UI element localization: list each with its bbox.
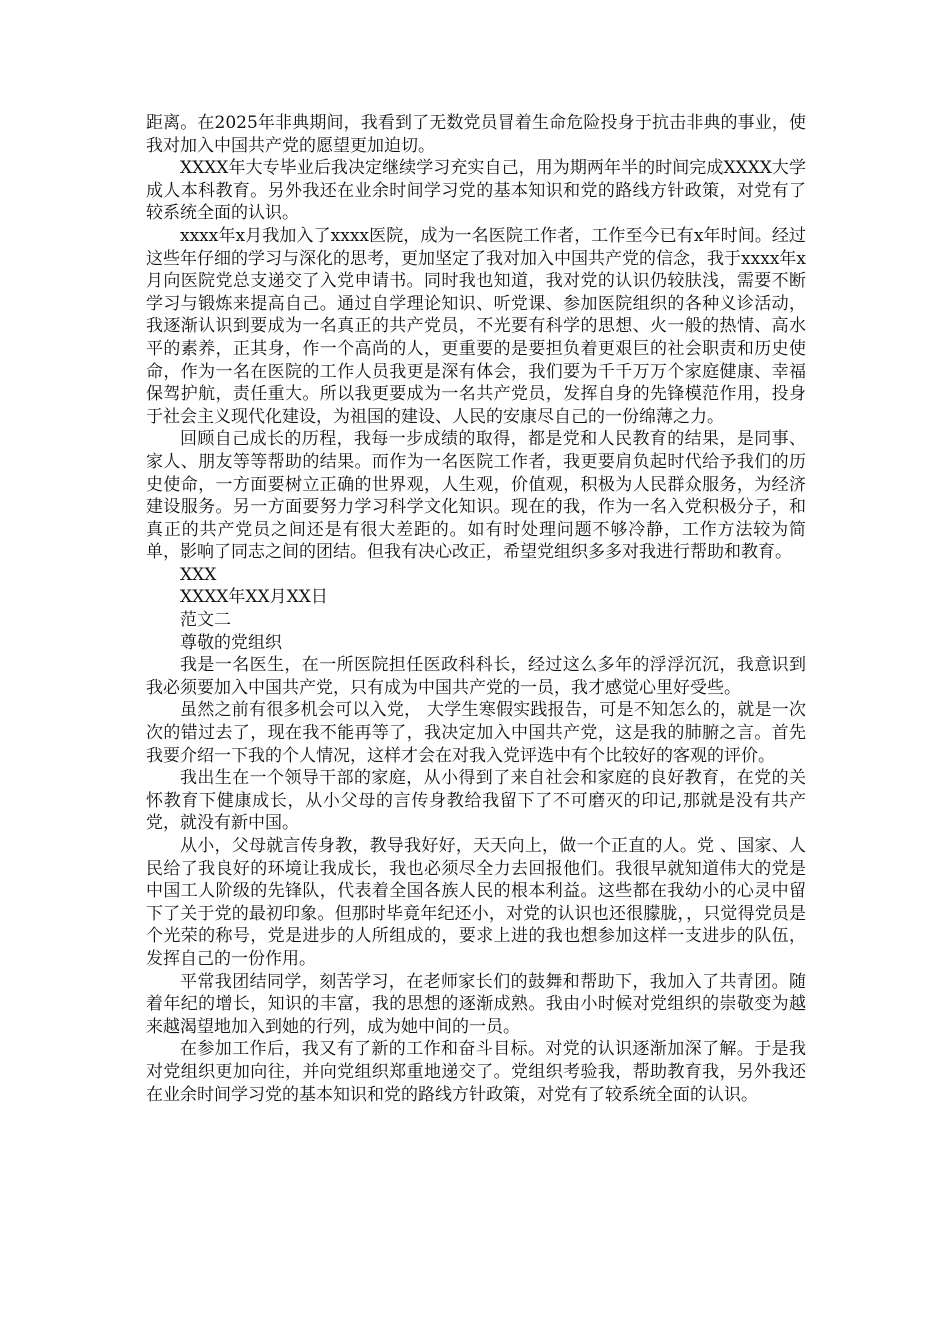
- paragraph-6: 虽然之前有很多机会可以入党， 大学生寒假实践报告，可是不知怎么的，就是一次次的错过去了，现在我不能再等了，我决定加入中国共产党，这是我的肺腑之言。首先我要介绍一下我的个人情况，这样才会在对我入党评选中有个比较好的客观的评价。: [146, 700, 806, 766]
- signature-date: XXXX年XX月XX日: [180, 587, 328, 608]
- paragraph-5: 我是一名医生，在一所医院担任医政科科长，经过这么多年的浮浮沉沉，我意识到我必须要加入中国共产党，只有成为中国共产党的一员，我才感觉心里好受些。: [146, 655, 806, 698]
- paragraph-9: 平常我团结同学，刻苦学习，在老师家长们的鼓舞和帮助下，我加入了共青团。随着年纪的增长，知识的丰富，我的思想的逐渐成熟。我由小时候对党组织的崇敬变为越来越渴望地加入到她的行列，成为她中间的一员。: [146, 971, 806, 1037]
- signature-name: XXX: [180, 564, 217, 585]
- paragraph-7: 我出生在一个领导干部的家庭，从小得到了来自社会和家庭的良好教育，在党的关怀教育下健康成长，从小父母的言传身教给我留下了不可磨灭的印记,那就是没有共产党，就没有新中国。: [146, 768, 806, 834]
- paragraph-2: XXXX年大专毕业后我决定继续学习充实自己，用为期两年半的时间完成XXXX大学成人本科教育。另外我还在业余时间学习党的基本知识和党的路线方针政策，对党有了较系统全面的认识。: [146, 158, 806, 224]
- paragraph-10: 在参加工作后，我又有了新的工作和奋斗目标。对党的认识逐渐加深了解。于是我对党组织更加向往，并向党组织郑重地递交了。党组织考验我，帮助教育我，另外我还在业余时间学习党的基本知识和党的路线方针政策，对党有了较系统全面的认识。: [146, 1039, 806, 1105]
- paragraph-4: 回顾自己成长的历程，我每一步成绩的取得，都是党和人民教育的结果，是同事、家人、朋友等等帮助的结果。而作为一名医院工作者，我更要肩负起时代给予我们的历史使命，一方面要树立正确的世界观，人生观，价值观，积极为人民群众服务，为经济建设服务。另一方面要努力学习科学文化知识。现在的我，作为一名入党积极分子，和真正的共产党员之间还是有很大差距的。如有时处理问题不够冷静，工作方法较为简单，影响了同志之间的团结。但我有决心改正，希望党组织多多对我进行帮助和教育。: [146, 429, 806, 563]
- section-title: 范文二: [180, 610, 231, 631]
- paragraph-8: 从小，父母就言传身教，教导我好好，天天向上，做一个正直的人。党 、国家、人民给了我良好的环境让我成长，我也必须尽全力去回报他们。我很早就知道伟大的党是中国工人阶级的先锋队，代表着全国各族人民的根本利益。这些都在我幼小的心灵中留下了关于党的最初印象。但那时毕竟年纪还小，对党的认识也还很朦胧，，只觉得党员是个光荣的称号，党是进步的人所组成的，要求上进的我也想参加这样一支进步的队伍，发挥自己的一份作用。: [146, 836, 806, 969]
- document-page: [146, 112, 806, 1106]
- salutation: 尊敬的党组织: [180, 632, 282, 653]
- paragraph-1: 距离。在2025年非典期间，我看到了无数党员冒着生命危险投身于抗击非典的事业，使我对加入中国共产党的愿望更加迫切。: [146, 113, 806, 156]
- paragraph-3: xxxx年x月我加入了xxxx医院，成为一名医院工作者，工作至今已有x年时间。经过这些年仔细的学习与深化的思考，更加坚定了我对加入中国共产党的信念，我于xxxx年x月向医院党总支递交了入党申请书。同时我也知道，我对党的认识仍较肤浅，需要不断学习与锻炼来提高自己。通过自学理论知识、听党课、参加医院组织的各种义诊活动，我逐渐认识到要成为一名真正的共产党员，不光要有科学的思想、火一般的热情、高水平的素养，正其身，作一个高尚的人，更重要的是要担负着更艰巨的社会职责和历史使命，作为一名在医院的工作人员我更是深有体会，我们要为千千万万个家庭健康、幸福保驾护航，责任重大。所以我更要成为一名共产党员，发挥自身的先锋模范作用，投身于社会主义现代化建设，为祖国的建设、人民的安康尽自己的一份绵薄之力。: [146, 225, 806, 427]
